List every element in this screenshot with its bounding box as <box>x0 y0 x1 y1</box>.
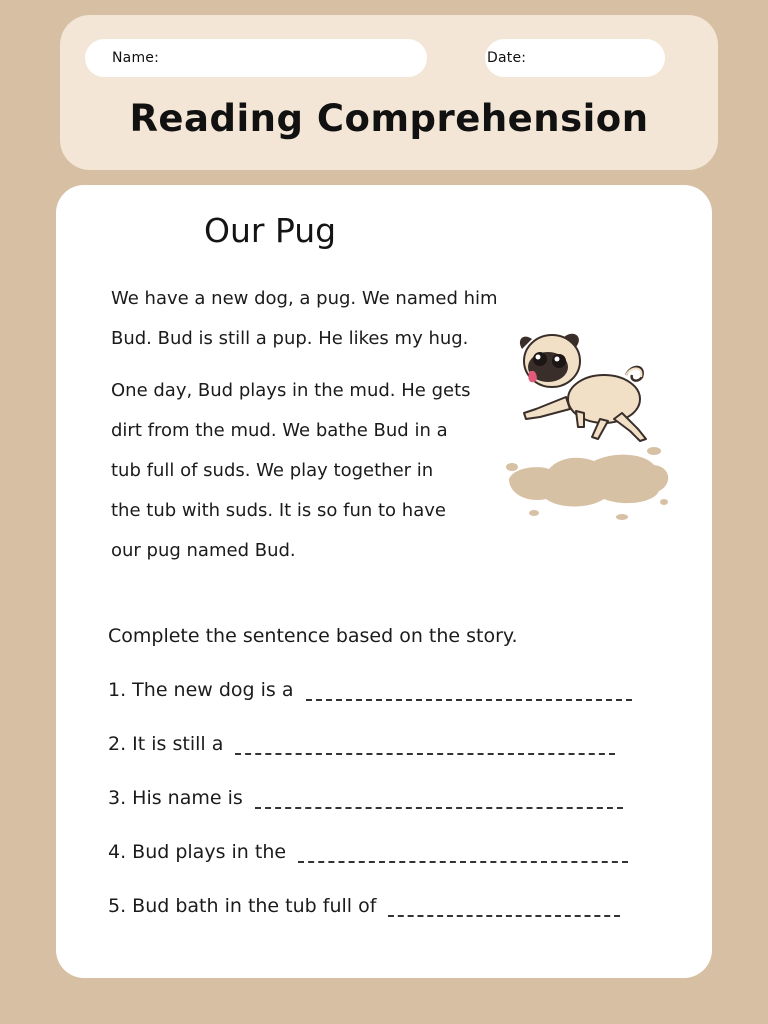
story-paragraph-1 <box>111 279 531 359</box>
story-line: tub full of suds. We play together in <box>111 460 434 481</box>
question-item <box>108 787 668 841</box>
story-line: Bud. Bud is still a pup. He likes my hug. <box>111 328 469 349</box>
pug-in-mud-illustration <box>504 327 674 527</box>
exercise-instruction: Complete the sentence based on the story. <box>108 625 518 647</box>
question-prompt: 5. Bud bath in the tub full of <box>108 895 377 917</box>
question-prompt: 2. It is still a <box>108 733 224 755</box>
story-line: the tub with suds. It is so fun to have <box>111 500 446 521</box>
story-line: our pug named Bud. <box>111 540 296 561</box>
date-label: Date: <box>487 50 527 66</box>
story-line: We have a new dog, a pug. We named him <box>111 288 498 309</box>
question-prompt: 3. His name is <box>108 787 243 809</box>
header-card <box>60 15 718 170</box>
worksheet-body <box>56 185 712 978</box>
answer-blank[interactable] <box>306 679 632 701</box>
question-list <box>108 679 668 949</box>
answer-blank[interactable] <box>235 733 615 755</box>
question-item <box>108 679 668 733</box>
pug-icon <box>520 334 646 441</box>
page-title: Reading Comprehension <box>129 97 649 140</box>
name-field[interactable] <box>85 39 427 77</box>
question-prompt: 4. Bud plays in the <box>108 841 287 863</box>
story-title: Our Pug <box>204 211 337 250</box>
question-item <box>108 733 668 787</box>
date-field[interactable] <box>485 39 665 77</box>
answer-blank[interactable] <box>388 895 620 917</box>
story-paragraph-2 <box>111 371 491 571</box>
answer-blank[interactable] <box>298 841 628 863</box>
mud-puddle-icon <box>506 447 668 520</box>
name-label: Name: <box>112 50 160 66</box>
question-prompt: 1. The new dog is a <box>108 679 294 701</box>
story-line: One day, Bud plays in the mud. He gets <box>111 380 471 401</box>
story-line: dirt from the mud. We bathe Bud in a <box>111 420 448 441</box>
question-item <box>108 895 668 949</box>
question-item <box>108 841 668 895</box>
answer-blank[interactable] <box>255 787 623 809</box>
